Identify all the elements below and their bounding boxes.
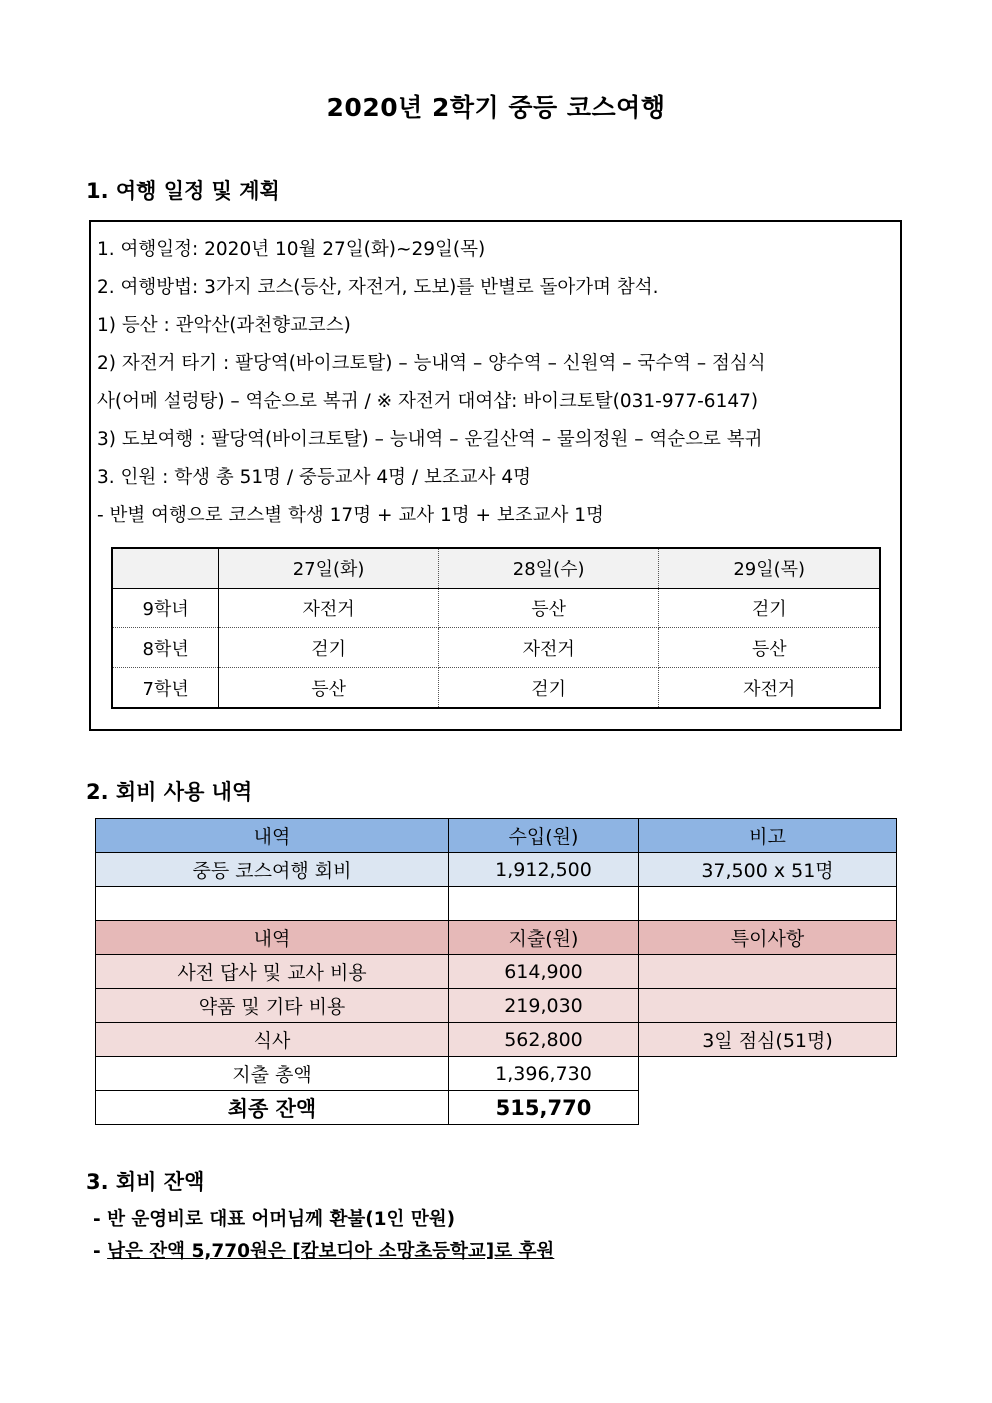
schedule-header-cell: 27일(화) [219, 548, 439, 588]
empty-cell [639, 1091, 897, 1125]
expense-cell: 219,030 [449, 989, 639, 1023]
section-heading-schedule: 1. 여행 일정 및 계획 [86, 179, 280, 203]
schedule-cell: 자전거 [219, 588, 439, 628]
total-label: 지출 총액 [96, 1057, 449, 1091]
schedule-cell: 등산 [219, 668, 439, 708]
schedule-header-row [112, 548, 880, 588]
plan-line: 2. 여행방법: 3가지 코스(등산, 자전거, 도보)를 반별로 돌아가며 참석. [97, 277, 659, 298]
fee-table [95, 818, 897, 1125]
schedule-header-cell: 28일(수) [438, 548, 659, 588]
donation-note [93, 1237, 554, 1263]
expense-row [96, 989, 897, 1023]
balance-note: - 반 운영비로 대표 어머님께 환불(1인 만원) [93, 1209, 456, 1230]
plan-line: 3) 도보여행 : 팔당역(바이크토탈) – 능내역 – 운길산역 – 물의정원 – 역순으로 복귀 [97, 429, 763, 450]
schedule-cell: 등산 [438, 588, 659, 628]
income-header-cell: 내역 [96, 819, 449, 853]
income-header-cell: 비고 [639, 819, 897, 853]
expense-cell: 사전 답사 및 교사 비용 [96, 955, 449, 989]
plan-line: 2) 자전거 타기 : 팔당역(바이크토탈) – 능내역 – 양수역 – 신원역 – 국수역 – 점심식 [97, 353, 766, 374]
expense-header-cell: 내역 [96, 921, 449, 955]
schedule-row [112, 668, 880, 708]
expense-cell: 식사 [96, 1023, 449, 1057]
schedule-cell: 8학년 [112, 628, 219, 668]
income-cell: 37,500 x 51명 [639, 853, 897, 887]
expense-header-row [96, 921, 897, 955]
expense-cell: 약품 및 기타 비용 [96, 989, 449, 1023]
schedule-cell: 걷기 [659, 588, 880, 628]
income-row [96, 853, 897, 887]
expense-cell: 614,900 [449, 955, 639, 989]
schedule-header-cell: 29일(목) [659, 548, 880, 588]
donation-prefix: - [93, 1241, 108, 1262]
income-header-row [96, 819, 897, 853]
final-value: 515,770 [449, 1091, 639, 1125]
schedule-cell: 등산 [659, 628, 880, 668]
schedule-header-cell [112, 548, 219, 588]
empty-cell [639, 1057, 897, 1091]
spacer-cell [96, 887, 449, 921]
schedule-row [112, 628, 880, 668]
final-label: 최종 잔액 [96, 1091, 449, 1125]
schedule-cell: 7학년 [112, 668, 219, 708]
expense-cell [639, 989, 897, 1023]
plan-line: 1. 여행일정: 2020년 10월 27일(화)~29일(목) [97, 239, 486, 260]
plan-line: - 반별 여행으로 코스별 학생 17명 + 교사 1명 + 보조교사 1명 [97, 505, 604, 526]
expense-row [96, 1023, 897, 1057]
schedule-cell: 자전거 [438, 628, 659, 668]
spacer-cell [639, 887, 897, 921]
schedule-cell: 자전거 [743, 678, 796, 700]
schedule-cell: 9학녀 [112, 588, 219, 628]
schedule-table [111, 547, 881, 709]
plan-line: 사(어메 설렁탕) – 역순으로 복귀 / ※ 자전거 대여샵: 바이크토탈(031-977-6147) [97, 391, 759, 412]
expense-header-cell: 특이사항 [639, 921, 897, 955]
total-row [96, 1057, 897, 1091]
expense-header-cell: 지출(원) [449, 921, 639, 955]
income-header-cell: 수입(원) [449, 819, 639, 853]
total-value: 1,396,730 [449, 1057, 639, 1091]
donation-text: 남은 잔액 5,770원은 [캄보디아 소망초등학교]로 후원 [107, 1241, 555, 1262]
expense-cell [639, 955, 897, 989]
schedule-row [112, 588, 880, 628]
spacer-row [96, 887, 897, 921]
page-title: 2020년 2학기 중등 코스여행 [326, 93, 666, 122]
expense-cell: 3일 점심(51명) [639, 1023, 897, 1057]
expense-cell: 562,800 [449, 1023, 639, 1057]
income-cell: 중등 코스여행 회비 [96, 853, 449, 887]
expense-row [96, 955, 897, 989]
plan-line: 3. 인원 : 학생 총 51명 / 중등교사 4명 / 보조교사 4명 [97, 467, 532, 488]
income-cell: 1,912,500 [449, 853, 639, 887]
schedule-cell: 걷기 [438, 668, 659, 708]
final-balance-row [96, 1091, 897, 1125]
schedule-cell: 걷기 [219, 628, 439, 668]
section-heading-balance: 3. 회비 잔액 [86, 1170, 205, 1194]
plan-line: 1) 등산 : 관악산(과천향교코스) [97, 315, 351, 336]
section-heading-fees: 2. 회비 사용 내역 [86, 780, 253, 804]
spacer-cell [449, 887, 639, 921]
